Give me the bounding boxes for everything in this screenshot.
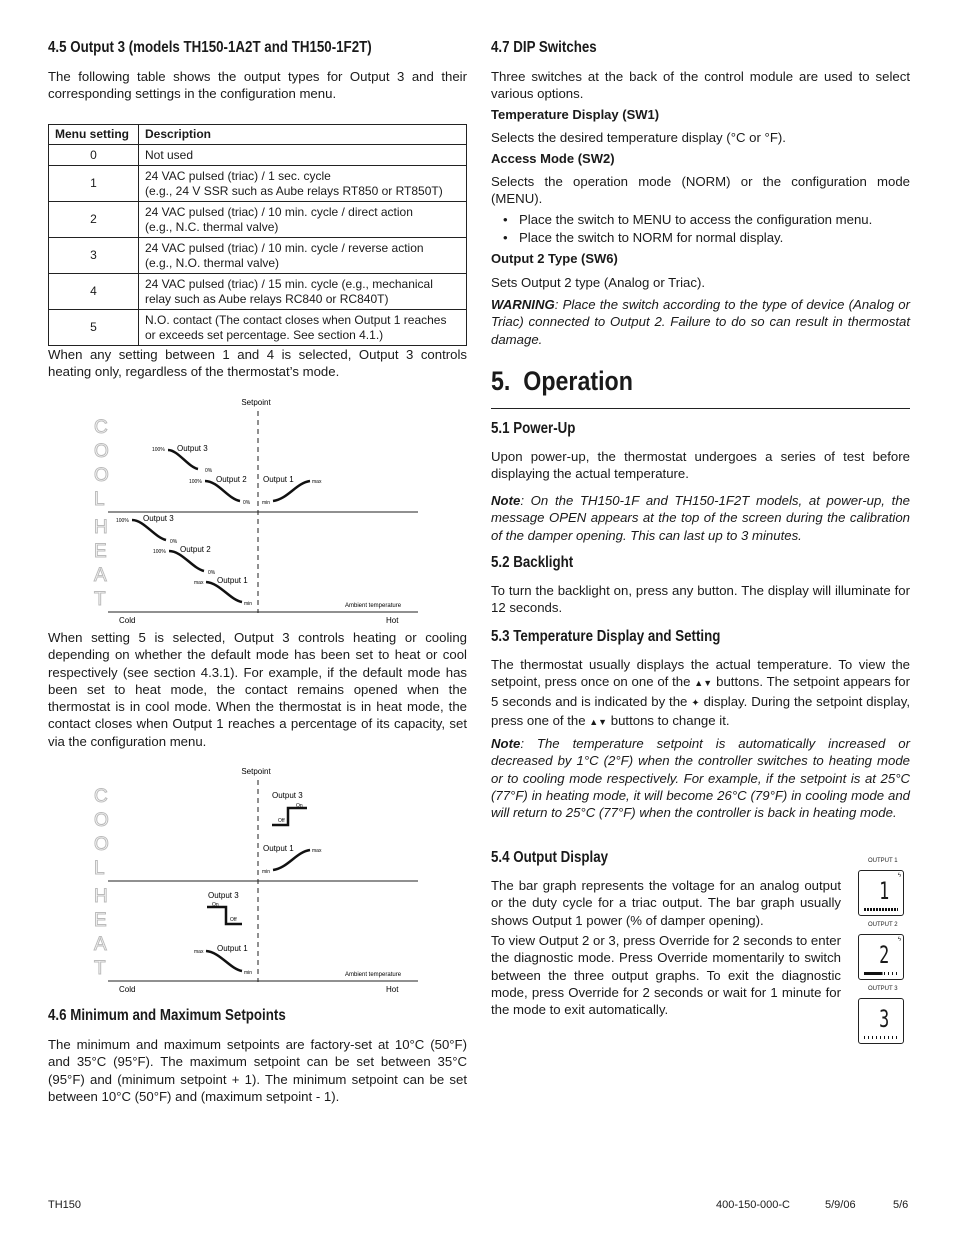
heat-output3-label: Output 3 [143,514,174,523]
sw2-title: Access Mode (SW2) [491,151,615,166]
sw2-text: Selects the operation mode (NORM) or the configuration mode (MENU). [491,174,910,207]
heat-output3-max: 100% [116,518,129,524]
cold-label: Cold [119,985,136,994]
hot-label: Hot [386,985,399,994]
display-label: OUTPUT 3 [868,986,898,992]
warning-paragraph [491,296,910,348]
text-fragment: buttons. The setpoint appears for 5 seconds and is indicated by the [491,674,910,709]
cool-output1-label: Output 1 [263,475,294,484]
cool-output1-curve [273,850,310,870]
heat-letter: T [94,958,106,979]
note-text: : The temperature setpoint is automatically increased or decreased by 1°C (2°F) when the controller switches to heating mode or to cooling mode respectively. For example, if the setpoint is at 25°C (77°F) in heating mode, it will become 26°C (79°F) in cooling mode and will return to 25°C (77°F) when the controller is back in heating mode. [491,736,910,821]
table-header-setting: Menu setting [49,125,139,145]
heat-output3-min: 0% [170,539,178,545]
heat-letter: A [94,934,107,955]
heat-output1-curve [206,582,242,602]
heat-output1-min: min [244,601,253,607]
warning-label: WARNING [491,297,555,312]
sw6-text: Sets Output 2 type (Analog or Triac). [491,275,706,290]
table-row [49,238,467,274]
cool-output2-label: Output 2 [216,475,247,484]
section-5-3-heading: 5.3 Temperature Display and Setting [491,628,721,645]
heat-output1-label: Output 1 [217,944,248,953]
section-4-5-heading: 4.5 Output 3 (models TH150-1A2T and TH150-1F2T) [48,39,372,56]
cool-output1-max: max [312,479,322,485]
heat-letters [94,517,108,610]
table-row [49,166,467,202]
up-down-arrows-icon: ▲▼ [589,716,608,727]
display-label: OUTPUT 2 [868,922,898,928]
heat-letters [94,886,108,979]
heat-output1-max: max [194,949,204,955]
heat-output2-min: 0% [208,570,216,576]
description-line: (e.g., 24 V SSR such as Aube relays RT850 or RT850T) [145,183,443,198]
heat-letter: E [94,910,107,931]
hot-label: Hot [386,616,399,625]
heat-output2-label: Output 2 [180,545,211,554]
table-cell-setting: 5 [49,310,139,346]
table-cell-setting: 4 [49,274,139,310]
cool-on-label: On [296,803,303,809]
cool-output1-label: Output 1 [263,844,294,853]
cool-letter: C [94,417,108,438]
sw1-title: Temperature Display (SW1) [491,107,660,122]
description-line: (e.g., N.O. thermal valve) [145,255,280,270]
cool-output3-min: 0% [205,468,213,474]
cool-output1-max: max [312,848,322,854]
ambient-temperature-label: Ambient temperature [345,603,402,609]
section-4-7-intro: Three switches at the back of the control module are used to select various options. [491,69,910,102]
description-line: 24 VAC pulsed (triac) / 10 min. cycle / direct action [145,204,413,219]
lcd-digit: 1 [879,877,890,905]
lcd-digit: 3 [879,1005,890,1033]
table-cell-description [139,202,467,238]
lcd-output-2 [858,934,904,980]
sw2-bullets [491,211,910,247]
cool-letter: L [94,858,105,879]
output3-settings-table [48,124,467,346]
cool-letter: O [94,834,109,855]
description-line: or exceeds set percentage. See section 4.1.) [145,327,384,342]
description-line: (e.g., N.C. thermal valve) [145,219,279,234]
section-5-4-heading: 5.4 Output Display [491,849,609,866]
sw1-text: Selects the desired temperature display (°C or °F). [491,130,786,145]
ambient-temperature-label: Ambient temperature [345,972,402,978]
section-4-7-heading: 4.7 DIP Switches [491,39,597,56]
lcd-bargraph [864,1036,898,1039]
table-row [49,274,467,310]
cool-letters [94,786,109,879]
footer-date: 5/9/06 [825,1199,856,1211]
list-item: • Place the switch to MENU to access the configuration menu. [519,211,910,229]
footer-page: 5/6 [893,1199,909,1211]
heat-letter: E [94,541,107,562]
text-fragment: buttons to change it. [610,712,730,728]
section-5-1-heading: 5.1 Power-Up [491,420,576,437]
heat-letter: A [94,565,107,586]
section-4-5-intro: The following table shows the output types for Output 3 and their corresponding settings in the configuration menu. [48,69,467,102]
heat-letter: H [94,886,108,907]
cool-letter: L [94,489,105,510]
heat-on-label: On [212,902,219,908]
cool-output3-label: Output 3 [177,444,208,453]
section-5-3-note [491,735,910,821]
section-5-3-text [491,656,910,731]
cool-letters [94,417,109,510]
chart-1-svg [88,395,423,627]
text-fragment: display. During the setpoint display, press one of the [491,693,911,728]
cool-letter: O [94,441,109,462]
section-5-1-text: Upon power-up, the thermostat undergoes a series of test before displaying the actual temperature. [491,449,910,482]
setpoint-label: Setpoint [241,767,271,776]
output-chart-setting-5 [88,764,423,996]
heat-output3-label: Output 3 [208,891,239,900]
table-header-row [49,125,467,145]
note-text: : On the TH150-1F and TH150-1F2T models, at power-up, the message OPEN appears at the top of the screen during the calibration of the damper opening. This can last up to 3 minutes. [491,493,910,543]
lcd-fan-icon: ϟ [897,937,901,943]
cool-output1-curve [273,481,310,501]
heat-output2-max: 100% [153,549,166,555]
section-5-rule [491,408,910,409]
note-label: Note [491,736,521,751]
section-5-heading: 5. Operation [491,366,633,396]
section-5-4-text-2: To view Output 2 or 3, press Override for 2 seconds to enter the diagnostic mode. Press Override momentarily to switch between the three output graphs. To exit the diagnostic mode, press Override for 2 seconds or wait for 1 minute for the mode to exit automatically. [491,933,841,1018]
output-chart-settings-1-4 [88,395,423,627]
description-line: 24 VAC pulsed (triac) / 1 sec. cycle [145,168,331,183]
cool-output3-label: Output 3 [272,791,303,800]
section-5-2-text: To turn the backlight on, press any button. The display will illuminate for 12 seconds. [491,583,910,616]
cool-off-label: Off [278,818,285,824]
list-item: • Place the switch to NORM for normal display. [519,229,910,247]
cool-letter: O [94,810,109,831]
description-line: 24 VAC pulsed (triac) / 10 min. cycle / reverse action [145,240,424,255]
cool-output2-curve [205,481,240,501]
sw6-title: Output 2 Type (SW6) [491,251,618,266]
cool-output1-min: min [262,500,271,506]
heat-output1-curve [206,951,242,971]
lcd-output-3 [858,998,904,1044]
table-row [49,310,467,346]
description-line: 24 VAC pulsed (triac) / 15 min. cycle (e.g., mechanical [145,276,433,291]
table-cell-description [139,166,467,202]
section-4-6-text: The minimum and maximum setpoints are factory-set at 10°C (50°F) and 35°C (95°F). The maximum setpoint can be set between 35°C (95°F) and (minimum setpoint + 1). The minimum setpoint can be set between 10°C (50°F) and (maximum setpoint - 1). [48,1037,467,1104]
table-cell-description [139,238,467,274]
table-cell-description [139,145,467,166]
cool-letter: O [94,465,109,486]
section-5-2-heading: 5.2 Backlight [491,554,574,571]
section-5-1-note [491,492,910,544]
lcd-output-1 [858,870,904,916]
heat-output2-curve [169,551,204,571]
heat-output1-min: min [244,970,253,976]
description-line: N.O. contact (The contact closes when Output 1 reaches [145,312,447,327]
table-header-description: Description [139,125,467,145]
text-fragment: The thermostat usually displays the actual temperature. To view the setpoint, press once on one of the [491,657,910,690]
cool-output1-min: min [262,869,271,875]
heat-off-label: Off [230,917,237,923]
cool-output2-max: 100% [189,479,202,485]
note-label: Note [491,493,521,508]
table-cell-description [139,274,467,310]
table-cell-setting: 2 [49,202,139,238]
footer-model: TH150 [48,1199,82,1211]
warning-text: : Place the switch according to the type of device (Analog or Triac) connected to Output 2. Failure to do so can result in thermostat damage. [491,297,910,347]
up-down-arrows-icon: ▲▼ [694,678,713,689]
table-cell-description [139,310,467,346]
description-line: relay such as Aube relays RC840 or RC840T) [145,291,389,306]
cool-output3-max: 100% [152,447,165,453]
section-4-6-heading: 4.6 Minimum and Maximum Setpoints [48,1007,286,1024]
footer-doc-number: 400-150-000-C [716,1199,790,1211]
lcd-fan-icon: ϟ [897,873,901,879]
cold-label: Cold [119,616,136,625]
table-row [49,202,467,238]
table-cell-setting: 3 [49,238,139,274]
table-cell-setting: 1 [49,166,139,202]
section-4-5-setting5-text: When setting 5 is selected, Output 3 controls heating or cooling depending on whether the default mode has been set to heat or cool respectively (see section 4.3.1). For example, if the default mode has been set to heat mode, the contact remains opened when the thermostat is in cool mode. When the thermostat is in heat mode, the contact closes when Output 1 reaches a percentage of its capacity, set via the configuration menu. [48,630,467,749]
table-row [49,145,467,166]
cool-output2-min: 0% [243,500,251,506]
heat-output3-curve [132,520,166,540]
cool-letter: C [94,786,108,807]
display-label: OUTPUT 1 [868,858,898,864]
heat-letter: H [94,517,108,538]
heat-letter: T [94,589,106,610]
setpoint-indicator-icon: ✦ [691,697,700,709]
lcd-bargraph [864,908,898,911]
lcd-digit: 2 [879,941,890,969]
heat-output3-step [207,907,242,924]
chart-2-svg [88,764,423,996]
section-4-5-after-table: When any setting between 1 and 4 is selected, Output 3 controls heating only, regardless of the thermostat’s mode. [48,347,467,380]
setpoint-label: Setpoint [241,398,271,407]
lcd-bargraph [864,972,898,975]
table-cell-setting: 0 [49,145,139,166]
section-5-4-text-1: The bar graph represents the voltage for an analog output or the duty cycle for a triac output. The bar graph usually shows Output 1 power (% of damper opening). [491,878,841,928]
heat-output1-label: Output 1 [217,576,248,585]
heat-output1-max: max [194,580,204,586]
description-line: Not used [145,147,194,162]
